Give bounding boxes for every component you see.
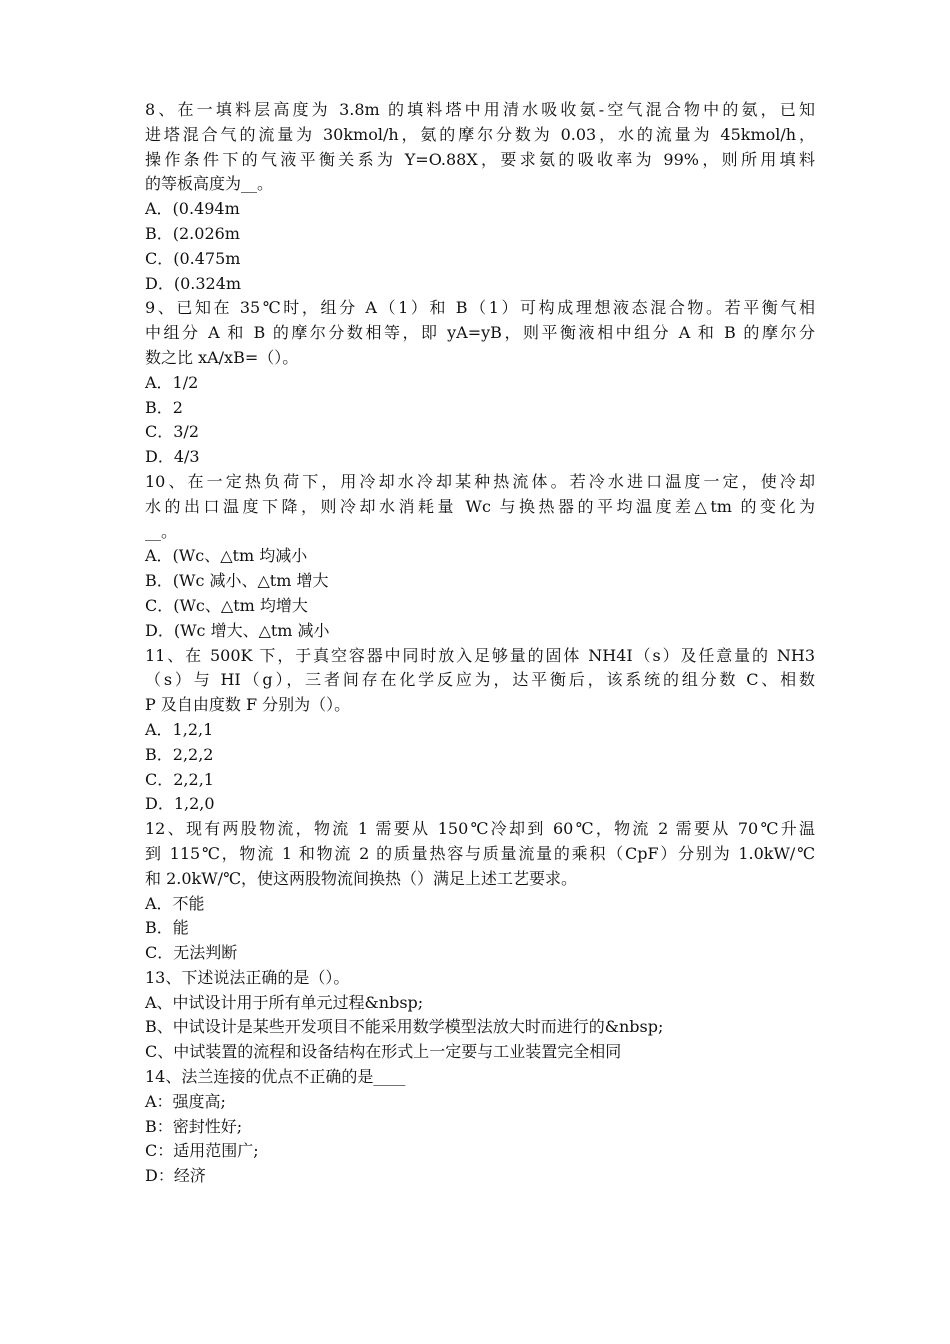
option-a: A．1,2,1: [145, 719, 214, 739]
option-a: A．不能: [145, 893, 205, 913]
option-c: C、中试装置的流程和设备结构在形式上一定要与工业装置完全相同: [145, 1042, 622, 1062]
option-c: C．(0.475m: [145, 248, 241, 268]
options-10: [145, 544, 815, 643]
question-text-line: 14、法兰连接的优点不正确的是____: [145, 1067, 406, 1087]
option-a: A、中试设计用于所有单元过程&nbsp;: [145, 992, 424, 1012]
options-8: [145, 197, 815, 296]
option-b: B．2: [145, 397, 183, 417]
question-text-line: 进塔混合气的流量为 30kmol/h，氨的摩尔分数为 0.03，水的流量为 45kmol/h，: [145, 124, 815, 144]
question-12: [145, 817, 815, 891]
options-12: [145, 892, 815, 966]
option-c: C．2,2,1: [145, 769, 214, 789]
option-b: B．能: [145, 918, 189, 938]
question-13: [145, 966, 815, 991]
question-text-line: 到 115℃，物流 1 和物流 2 的质量热容与质量流量的乘积（CpF）分别为 1.0kW/℃: [145, 843, 815, 863]
question-8: [145, 98, 815, 197]
option-b: B、中试设计是某些开发项目不能采用数学模型法放大时而进行的&nbsp;: [145, 1017, 664, 1037]
question-text-line: 和 2.0kW/℃，使这两股物流间换热（）满足上述工艺要求。: [145, 868, 577, 888]
option-c: C．3/2: [145, 422, 199, 442]
options-14: [145, 1090, 815, 1189]
option-d: D．1,2,0: [145, 794, 215, 814]
question-14: [145, 1065, 815, 1090]
options-13: [145, 991, 815, 1065]
question-text-line: 9、已知在 35℃时，组分 A（1）和 B（1）可构成理想液态混合物。若平衡气相: [145, 298, 815, 318]
option-d: D．4/3: [145, 447, 200, 467]
option-b: B．(2.026m: [145, 223, 240, 243]
question-text-line: 8、在一填料层高度为 3.8m 的填料塔中用清水吸收氨-空气混合物中的氨，已知: [145, 100, 815, 119]
question-text-line: 10、在一定热负荷下，用冷却水冷却某种热流体。若冷水进口温度一定，使冷却: [145, 471, 815, 491]
question-text-line: 11、在 500K 下，于真空容器中同时放入足够量的固体 NH4I（s）及任意量的 NH3: [145, 645, 815, 665]
option-d: D．(Wc 增大、△tm 减小: [145, 620, 330, 640]
option-c: C：适用范围广;: [145, 1141, 259, 1161]
question-text-line: 12、现有两股物流，物流 1 需要从 150℃冷却到 60℃，物流 2 需要从 70℃升温: [145, 819, 815, 839]
question-9: [145, 296, 815, 370]
question-text-line: 13、下述说法正确的是（）。: [145, 967, 350, 987]
option-a: A：强度高;: [145, 1091, 226, 1111]
option-b: B．(Wc 减小、△tm 增大: [145, 571, 329, 591]
option-a: A．1/2: [145, 372, 199, 392]
option-b: B．2,2,2: [145, 744, 214, 764]
option-d: D．(0.324m: [145, 273, 242, 293]
question-text-line: 数之比 xA/xB=（）。: [145, 347, 299, 367]
question-text-line: 的等板高度为__。: [145, 174, 274, 194]
question-list: [145, 98, 815, 1189]
question-text-line: （s）与 HI（g），三者间存在化学反应为，达平衡后，该系统的组分数 C、相数: [145, 670, 815, 690]
options-11: [145, 718, 815, 817]
question-10: [145, 470, 815, 544]
option-b: B：密封性好;: [145, 1116, 243, 1136]
question-text-line: __。: [145, 521, 178, 541]
option-c: C．无法判断: [145, 943, 238, 963]
option-d: D：经济: [145, 1166, 206, 1186]
question-text-line: P 及自由度数 F 分别为（）。: [145, 695, 351, 715]
question-text-line: 操作条件下的气液平衡关系为 Y=O.88X，要求氨的吸收率为 99%，则所用填料: [145, 149, 815, 169]
option-a: A．(0.494m: [145, 199, 240, 219]
option-a: A．(Wc、△tm 均减小: [145, 546, 308, 566]
options-9: [145, 371, 815, 470]
question-text-line: 水的出口温度下降，则冷却水消耗量 Wc 与换热器的平均温度差△tm 的变化为: [145, 496, 815, 516]
question-text-line: 中组分 A 和 B 的摩尔分数相等，即 yA=yB，则平衡液相中组分 A 和 B 的摩尔分: [145, 323, 815, 343]
option-c: C．(Wc、△tm 均增大: [145, 595, 308, 615]
question-11: [145, 644, 815, 718]
